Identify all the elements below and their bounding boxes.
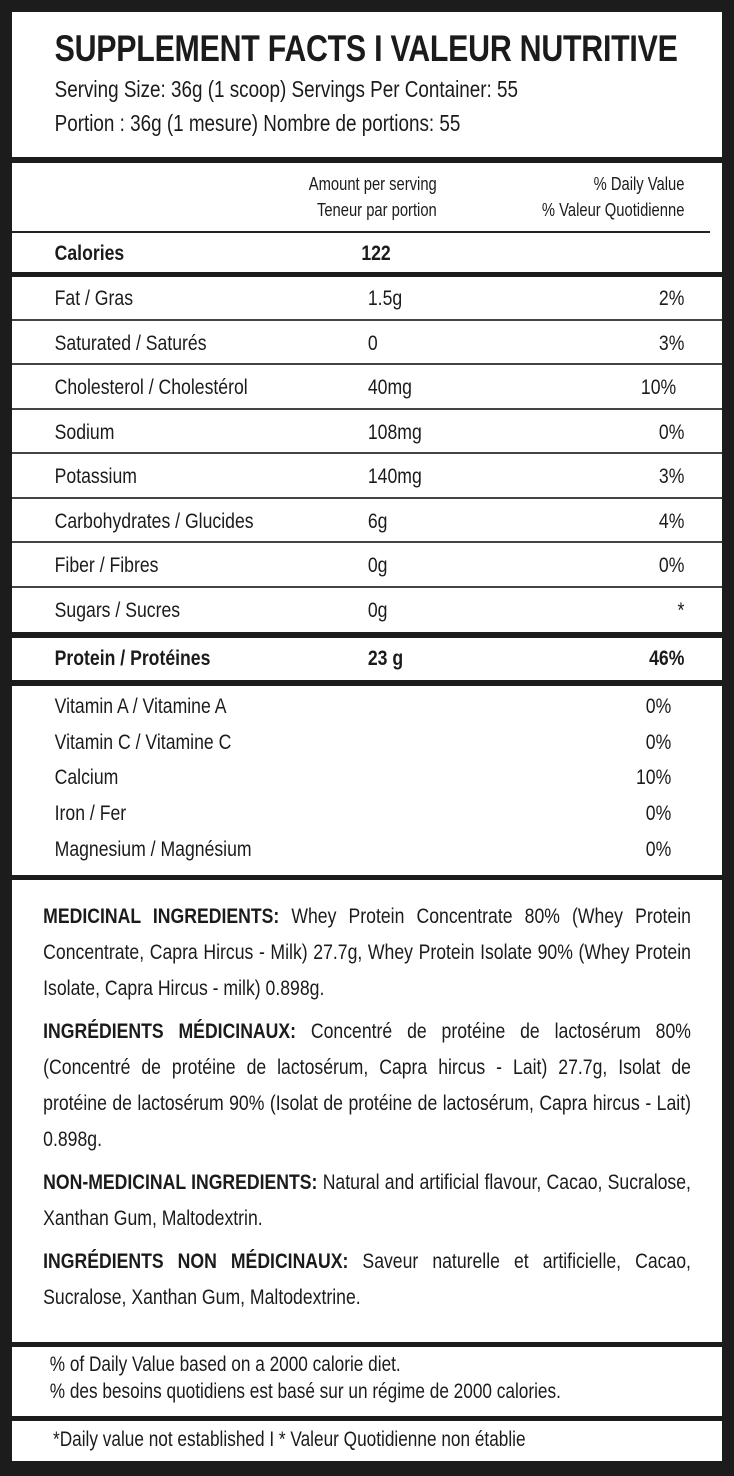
nutrient-dv: 4%: [658, 509, 685, 533]
vitamin-label: Magnesium / Magnésium: [54, 837, 252, 861]
nutrient-amount: 0g: [367, 598, 388, 622]
protein-section: [12, 638, 722, 680]
nutrient-dv: 0%: [658, 420, 685, 444]
not-established-note: *Daily value not established I * Valeur Quotidienne non établie: [53, 1428, 526, 1451]
ingredients-heading: MEDICINAL INGREDIENTS:: [43, 904, 280, 928]
ingredients-section: [12, 880, 722, 1342]
nutrient-dv: 3%: [658, 464, 685, 488]
vitamin-dv: 0%: [645, 694, 672, 718]
serving-size-fr: Portion : 36g (1 mesure) Nombre de portions: 55: [54, 110, 461, 136]
vitamin-label: Calcium: [54, 765, 119, 789]
amount-column-header: [309, 171, 437, 223]
medicinal-ingredients-en: [43, 898, 691, 1006]
ingredients-heading: NON-MEDICINAL INGREDIENTS:: [43, 1170, 318, 1194]
nutrient-label: Carbohydrates / Glucides: [54, 509, 254, 533]
nutrient-label: Sugars / Sucres: [54, 598, 181, 622]
nutrient-amount: 140mg: [367, 464, 422, 488]
vitamin-dv: 0%: [645, 801, 672, 825]
nutrient-dv: *: [677, 598, 685, 622]
ingredients-heading: INGRÉDIENTS MÉDICINAUX:: [43, 1019, 297, 1043]
dv-note-en: % of Daily Value based on a 2000 calorie diet.: [49, 1353, 401, 1376]
nutrient-amount: 1.5g: [367, 286, 403, 310]
dv-header-fr: % Valeur Quotidienne: [541, 200, 685, 220]
protein-dv: 46%: [649, 646, 685, 670]
nutrient-dv: 0%: [658, 553, 685, 577]
nutrient-dv: 10%: [640, 375, 677, 399]
calories-label: Calories: [54, 241, 125, 265]
label-header: [12, 12, 722, 157]
nutrient-amount: 6g: [367, 509, 388, 533]
non-medicinal-ingredients-fr: [43, 1243, 691, 1315]
dv-note-fr: % des besoins quotidiens est basé sur un régime de 2000 calories.: [49, 1380, 561, 1403]
vitamin-label: Iron / Fer: [54, 801, 127, 825]
amount-header-en: Amount per serving: [308, 174, 437, 194]
ingredients-body: Natural and artificial flavour, Cacao, Sucralose, Xanthan Gum, Maltodextrin.: [43, 1170, 691, 1230]
dv-header-en: % Daily Value: [593, 174, 685, 194]
nutrient-label: Potassium: [54, 464, 137, 488]
label-title: SUPPLEMENT FACTS I VALEUR NUTRITIVE: [54, 28, 678, 69]
ingredients-heading: INGRÉDIENTS NON MÉDICINAUX:: [43, 1249, 349, 1273]
vitamin-dv: 0%: [645, 837, 672, 861]
vitamin-dv: 10%: [635, 765, 672, 789]
divider: [12, 231, 710, 233]
nutrient-amount: 0g: [367, 553, 388, 577]
nutrient-label: Fiber / Fibres: [54, 553, 159, 577]
not-established-section: [12, 1421, 722, 1461]
non-medicinal-ingredients-en: [43, 1164, 691, 1236]
calories-amount: 122: [361, 241, 391, 265]
dv-column-header: [542, 171, 685, 223]
vitamin-dv: 0%: [645, 730, 672, 754]
nutrient-dv: 3%: [658, 331, 685, 355]
dv-note-section: [12, 1347, 722, 1416]
vitamin-label: Vitamin A / Vitamine A: [54, 694, 227, 718]
nutrient-label: Sodium: [54, 420, 115, 444]
ingredients-body: Concentré de protéine de lactosérum 80% (Concentré de protéine de lactosérum, Capra hircus - Lait) 27.7g, Isolat de protéine de lactosérum 90% (Isolat de protéine de lactosérum, Capra hircus - Lait) 0.898g.: [43, 1019, 691, 1151]
protein-label: Protein / Protéines: [54, 646, 211, 670]
nutrient-dv: 2%: [658, 286, 685, 310]
ingredients-text: [43, 898, 691, 1322]
nutrients-section: [12, 277, 722, 632]
nutrient-amount: 108mg: [367, 420, 422, 444]
ingredients-body: Whey Protein Concentrate 80% (Whey Protein Concentrate, Capra Hircus - Milk) 27.7g, Whey Protein Isolate 90% (Whey Protein Isolate, Capra Hircus - milk) 0.898g.: [43, 904, 691, 1000]
column-header-section: [12, 163, 722, 272]
nutrient-amount: 0: [367, 331, 378, 355]
nutrient-label: Fat / Gras: [54, 286, 134, 310]
ingredients-body: Saveur naturelle et artificielle, Cacao, Sucralose, Xanthan Gum, Maltodextrine.: [43, 1249, 691, 1309]
medicinal-ingredients-fr: [43, 1013, 691, 1157]
vitamins-section: [12, 686, 722, 875]
protein-amount: 23 g: [367, 646, 404, 670]
serving-size-en: Serving Size: 36g (1 scoop) Servings Per Container: 55: [54, 76, 519, 102]
amount-header-fr: Teneur par portion: [316, 200, 437, 220]
vitamin-label: Vitamin C / Vitamine C: [54, 730, 232, 754]
nutrient-label: Saturated / Saturés: [54, 331, 207, 355]
nutrient-amount: 40mg: [367, 375, 412, 399]
nutrient-label: Cholesterol / Cholestérol: [54, 375, 248, 399]
